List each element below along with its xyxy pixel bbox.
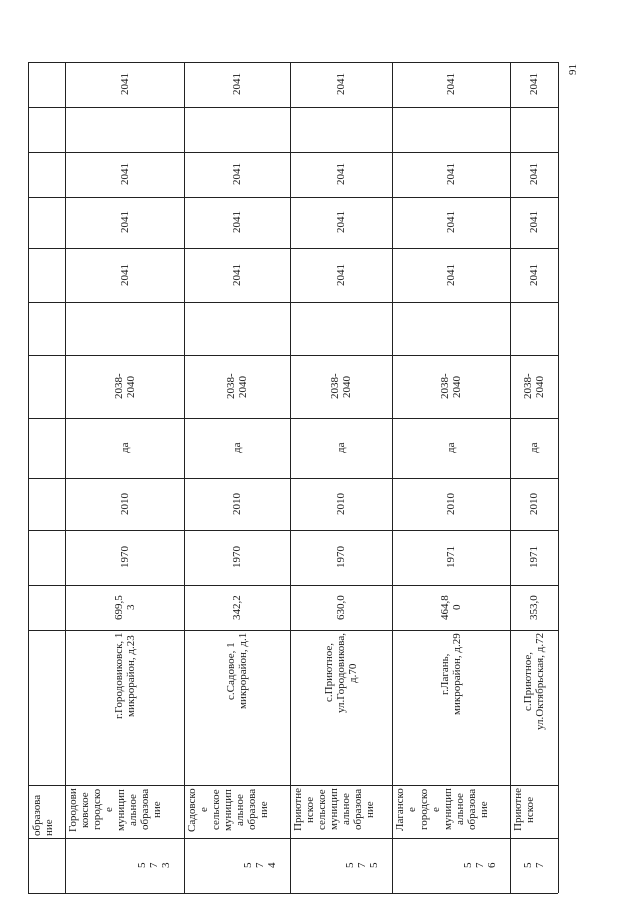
col-10-cell: 2041 (335, 264, 347, 286)
col-12-cell: 2041 (118, 163, 131, 186)
municipality-cell: Приютне нское (512, 788, 536, 831)
row-number: 5 7 4 (242, 862, 278, 869)
table-grid-line (290, 62, 291, 893)
table-grid-line (28, 530, 558, 531)
col-10-cell: 2041 (231, 264, 243, 286)
table-grid-line (28, 355, 558, 356)
col-12-cell: 2041 (335, 163, 347, 186)
col-14-cell: 2041 (528, 73, 540, 96)
table-grid-line (65, 838, 66, 893)
needs-repair-cell: да (528, 442, 540, 454)
table-grid-line (28, 152, 558, 153)
col-11-cell: 2041 (118, 211, 131, 234)
area-cell: 464,8 0 (439, 595, 463, 620)
address-cell: с.Приютное, ул.Октябрьская, д.72 (522, 633, 546, 731)
renovation-year-cell: 2010 (445, 493, 457, 515)
renovation-year-cell: 2010 (528, 493, 540, 515)
address-cell: г.Городовиковск, 1 микрорайон, д.23 (112, 633, 137, 720)
needs-repair-cell: да (335, 442, 347, 454)
repair-period-cell: 2038- 2040 (225, 373, 249, 400)
table-grid-line (28, 838, 558, 839)
page-number: 91 (567, 64, 579, 75)
table-grid-line (28, 418, 558, 419)
area-cell: 342,2 (231, 595, 243, 620)
table-grid-line (28, 893, 558, 894)
address-cell: с.Приютное, ул.Городовикова, д.70 (323, 633, 359, 713)
table-grid-line (184, 838, 185, 893)
repair-period-cell: 2038- 2040 (439, 373, 463, 400)
renovation-year-cell: 2010 (335, 493, 347, 515)
municipality-cell: Городови ковское городско е муницип альное образова ние (67, 788, 163, 832)
table-grid-line (28, 478, 558, 479)
needs-repair-cell: да (231, 442, 243, 454)
municipality-cell: Садовско е сельское муницип альное образова ние (186, 788, 270, 832)
renovation-year-cell: 2010 (118, 493, 131, 515)
col-11-cell: 2041 (528, 211, 540, 234)
year-built-cell: 1970 (335, 546, 347, 569)
table-grid-line (392, 838, 393, 893)
area-cell: 699,5 3 (112, 595, 137, 620)
table-grid-line (28, 630, 558, 631)
col-12-cell: 2041 (445, 163, 457, 186)
table-grid-line (558, 62, 559, 893)
col-12-cell: 2041 (528, 163, 540, 186)
col-14-cell: 2041 (445, 73, 457, 96)
table-grid-line (28, 248, 558, 249)
table-grid-line (28, 785, 558, 786)
needs-repair-cell: да (118, 442, 131, 454)
col-11-cell: 2041 (445, 211, 457, 234)
table-grid-line (28, 62, 29, 893)
table-grid-line (28, 585, 558, 586)
col-10-cell: 2041 (528, 264, 540, 286)
municipality-cell: Лаганско е городско е муницип альное образова ние (394, 788, 490, 831)
col-14-cell: 2041 (231, 73, 243, 96)
col-11-cell: 2041 (335, 211, 347, 234)
year-built-cell: 1971 (445, 546, 457, 569)
area-cell: 353,0 (528, 595, 540, 620)
table-grid-line (28, 107, 558, 108)
year-built-cell: 1971 (528, 546, 540, 569)
municipality-cell: Приютне нское сельское муницип альное образова ние (292, 788, 376, 831)
table-grid-line (28, 62, 558, 63)
table-grid-line (290, 838, 291, 893)
needs-repair-cell: да (445, 442, 457, 454)
renovation-year-cell: 2010 (231, 493, 243, 515)
area-cell: 630,0 (335, 595, 347, 620)
table-grid-line (65, 62, 66, 893)
col-11-cell: 2041 (231, 211, 243, 234)
col-14-cell: 2041 (118, 73, 131, 96)
table-grid-line (28, 302, 558, 303)
row-number: 5 7 3 (136, 862, 172, 869)
col-14-cell: 2041 (335, 73, 347, 96)
year-built-cell: 1970 (231, 546, 243, 569)
repair-period-cell: 2038- 2040 (329, 373, 353, 400)
address-cell: с.Садовое, 1 микрорайон, д.1 (225, 633, 249, 710)
col-10-cell: 2041 (445, 264, 457, 286)
row-number: 5 7 6 (462, 862, 498, 869)
table-grid-line (510, 62, 511, 893)
col-12-cell: 2041 (231, 163, 243, 186)
table-grid-line (28, 197, 558, 198)
col-10-cell: 2041 (118, 264, 131, 286)
address-cell: г.Лагань, микрорайон, д.29 (439, 633, 463, 715)
repair-period-cell: 2038- 2040 (112, 373, 137, 400)
year-built-cell: 1970 (118, 546, 131, 569)
table-grid-line (510, 838, 511, 893)
table-grid-line (392, 62, 393, 893)
repair-period-cell: 2038- 2040 (522, 373, 546, 400)
row-number: 5 7 (522, 862, 546, 869)
header-municipality-fragment: образова ние (31, 794, 55, 836)
table-grid-line (184, 62, 185, 893)
row-number: 5 7 5 (344, 862, 380, 869)
